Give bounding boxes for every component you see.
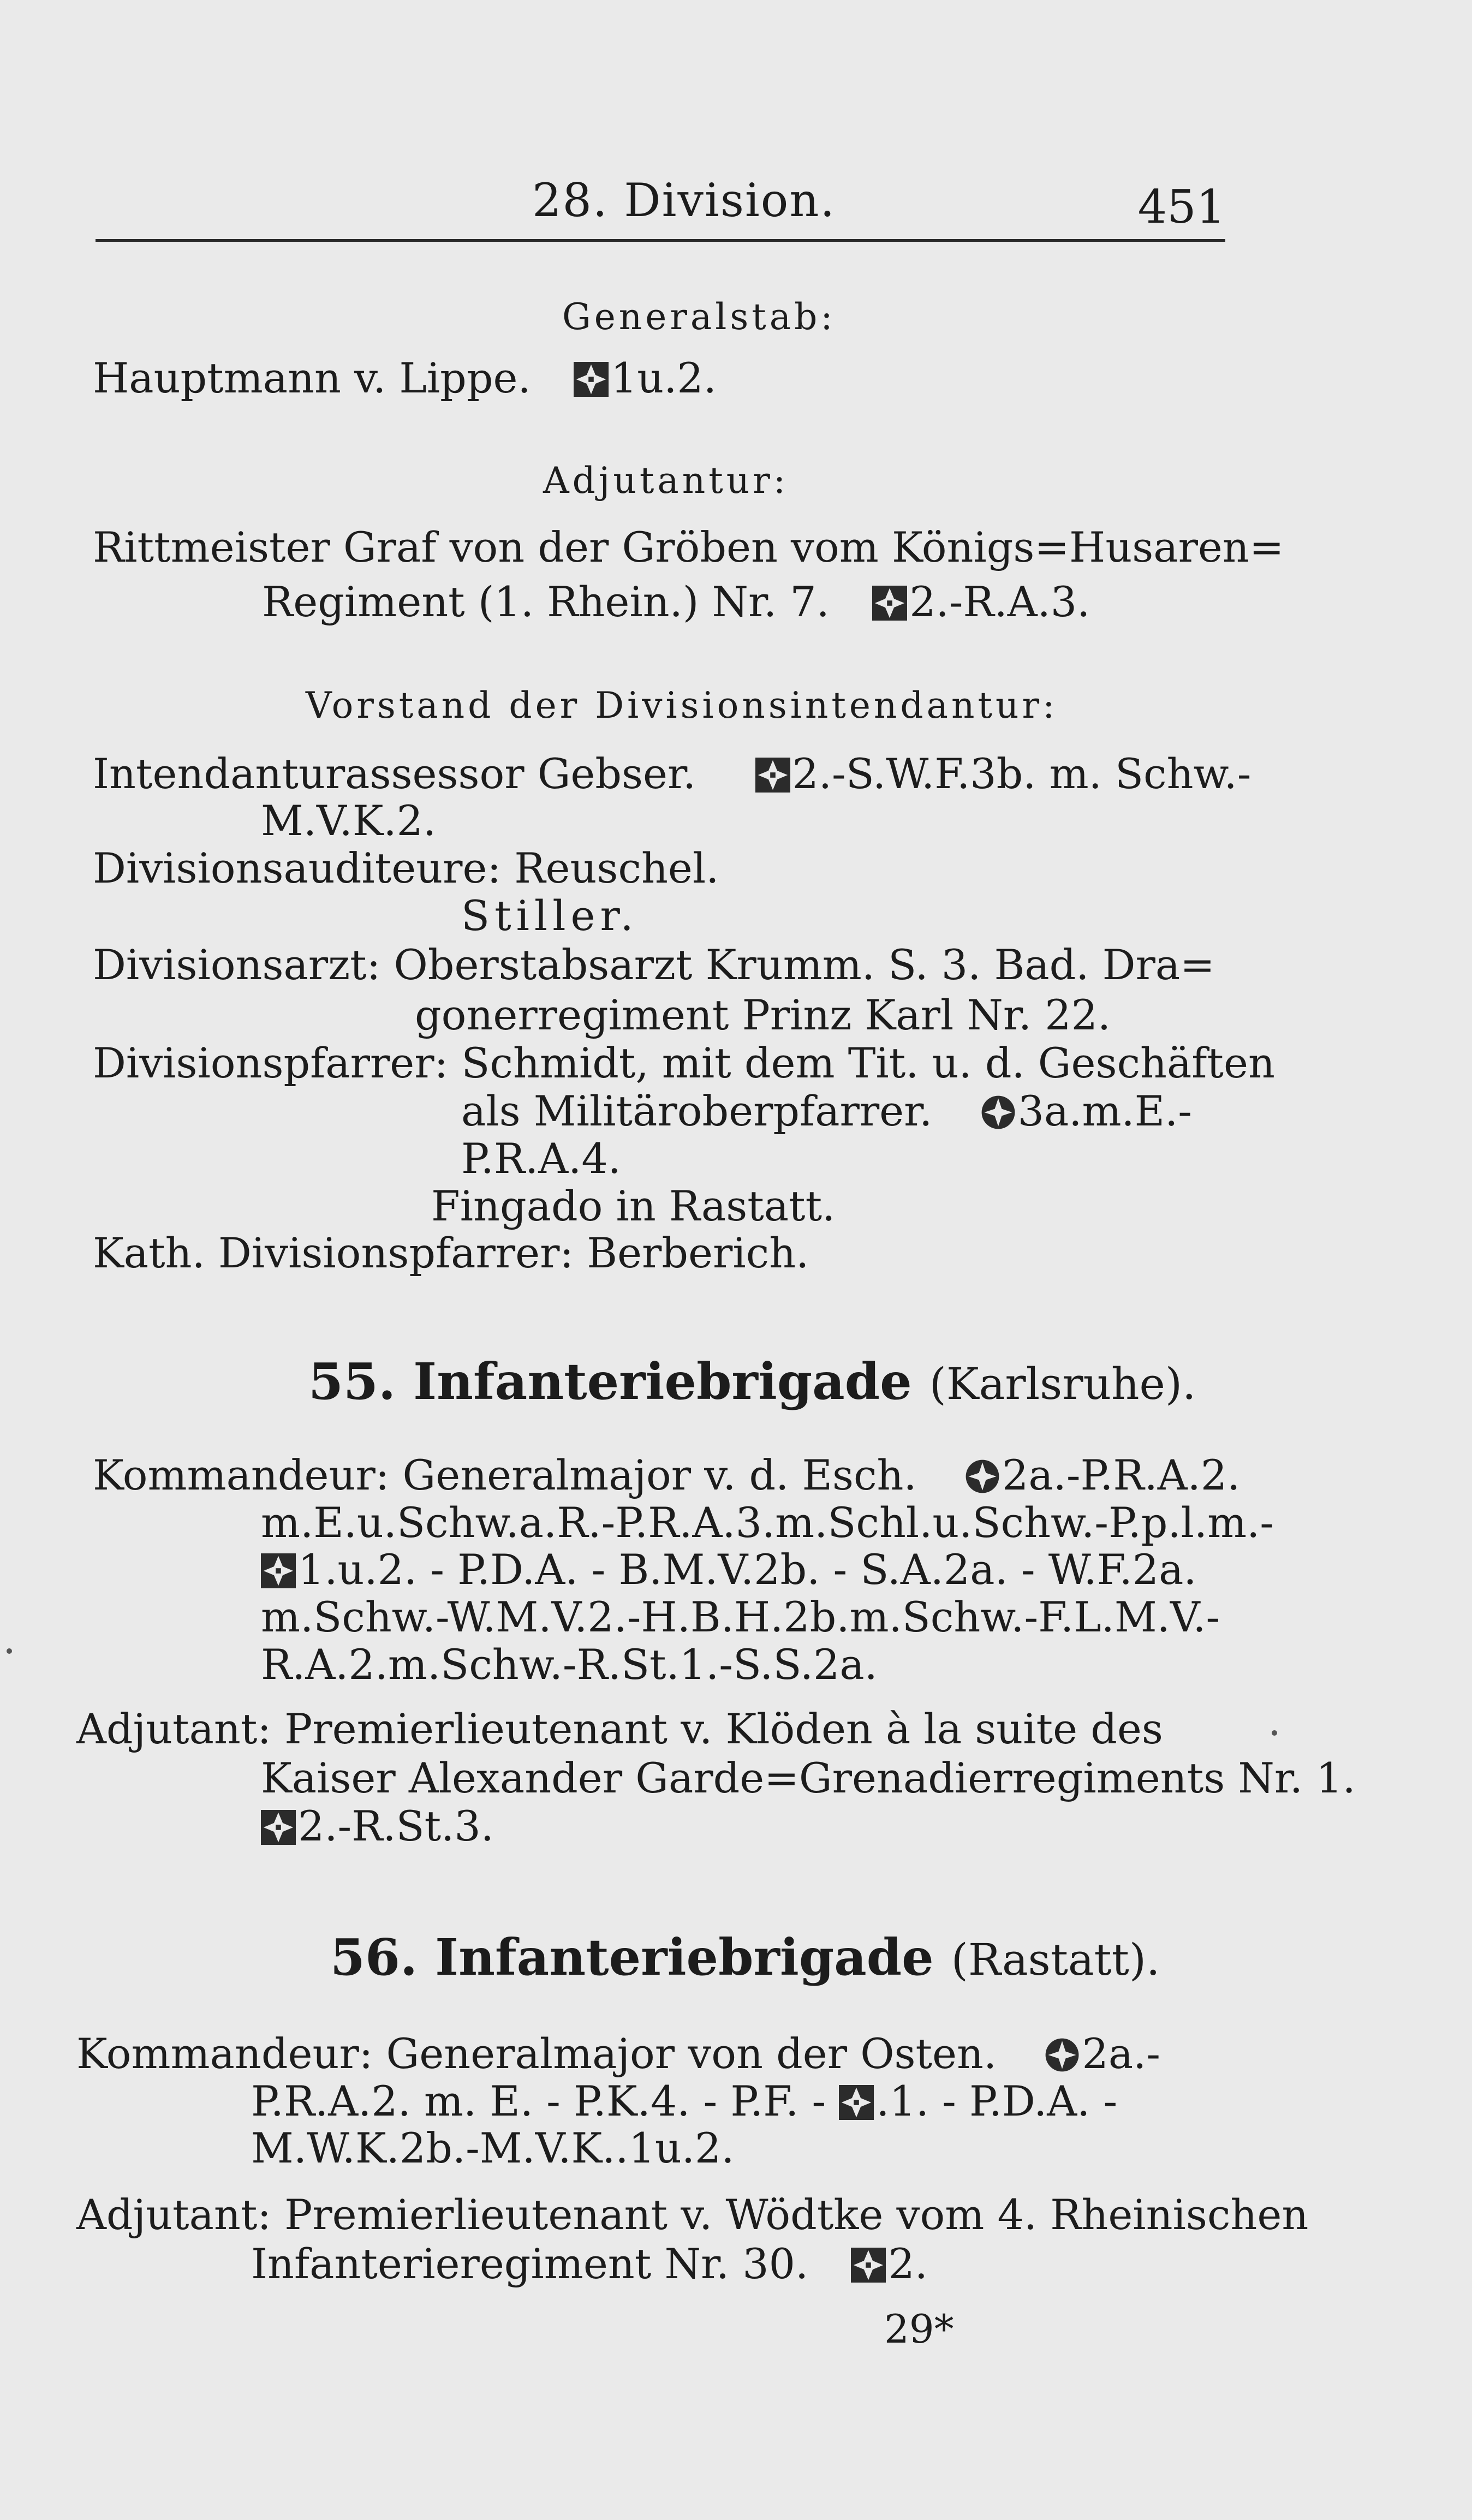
brigade-55-adjutant-line-3 — [261, 1802, 494, 1850]
brigade-55-kommandeur-line-3 — [261, 1545, 1197, 1594]
brigade-55-kommandeur-line-1 — [93, 1451, 1241, 1499]
iron-cross-icon — [574, 362, 609, 397]
kath-pfarrer-line: Kath. Divisionspfarrer: Berberich. — [93, 1229, 809, 1277]
iron-cross-icon — [839, 2085, 874, 2120]
brigade-56-kommandeur-line-1 — [76, 2029, 1160, 2078]
auditeure-line-1: Divisionsauditeure: Reuschel. — [93, 844, 719, 892]
brigade-55-kommandeur-line-4: m.Schw.-W.M.V.2.-H.B.H.2b.m.Schw.-F.L.M.V.- — [261, 1593, 1220, 1641]
divisionspfarrer-line-3: P.R.A.4. — [461, 1134, 621, 1183]
brigade-55-city: (Karlsruhe). — [929, 1359, 1196, 1409]
generalstab-line — [93, 354, 717, 402]
brigade-55-number: 55. — [308, 1352, 396, 1411]
divisionsarzt-line-1: Divisionsarzt: Oberstabsarzt Krumm. S. 3. Bad. Dra= — [93, 940, 1215, 989]
signature-mark: 29* — [884, 2306, 954, 2352]
brigade-56-kommandeur-orders-a: P.R.A.2. m. E. - P.K.4. - P.F. - — [251, 2077, 826, 2125]
intendantur-heading: Vorstand der Divisionsintendantur: — [306, 684, 1058, 726]
iron-cross-icon — [872, 586, 907, 621]
iron-cross-icon — [851, 2248, 886, 2283]
brigade-56-kommandeur: Kommandeur: Generalmajor von der Osten. — [76, 2029, 997, 2078]
page-number: 451 — [1137, 180, 1225, 234]
divisionspfarrer-line-2 — [461, 1087, 1192, 1135]
generalstab-decoration: 1u.2. — [610, 354, 717, 402]
adjutantur-heading: Adjutantur: — [543, 460, 789, 502]
brigade-56-kommandeur-line-3: M.W.K.2b.-M.V.K..1u.2. — [251, 2124, 735, 2172]
brigade-56-city: (Rastatt). — [951, 1934, 1160, 1985]
pfarrer-decoration: 3a.m.E.- — [1017, 1087, 1192, 1135]
brigade-56-adjutant-line-1: Adjutant: Premierlieutenant v. Wödtke vom 4. Rheinischen — [76, 2190, 1309, 2239]
brigade-55-kommandeur: Kommandeur: Generalmajor v. d. Esch. — [93, 1451, 917, 1499]
assessor-decoration: 2.-S.W.F.3b. m. Schw.- — [792, 749, 1252, 798]
header-rule — [96, 239, 1225, 242]
brigade-55-adjutant-line-1: Adjutant: Premierlieutenant v. Klöden à la suite des — [76, 1705, 1163, 1753]
running-title: 28. Division. — [532, 174, 836, 227]
brigade-56-heading — [330, 1928, 1160, 1987]
divisionspfarrer-line-1: Divisionspfarrer: Schmidt, mit dem Tit. u. d. Geschäften — [93, 1039, 1275, 1087]
order-cross-icon — [981, 1095, 1016, 1130]
assessor-name: Intendanturassessor Gebser. — [93, 749, 696, 798]
intendantur-assessor-line-1 — [93, 749, 1252, 798]
brigade-56-kommandeur-orders-b: .1. - P.D.A. - — [876, 2077, 1118, 2125]
iron-cross-icon — [755, 758, 790, 793]
brigade-56-adjutant-regiment: Infanterieregiment Nr. 30. — [251, 2239, 809, 2288]
pfarrer-title: als Militäroberpfarrer. — [461, 1087, 933, 1135]
brigade-56-kommandeur-line-2 — [251, 2077, 1118, 2125]
adjutantur-line-2 — [262, 577, 1090, 626]
brigade-55-adjutant-line-2: Kaiser Alexander Garde=Grenadierregiments Nr. 1. — [261, 1754, 1356, 1802]
adjutantur-line-1: Rittmeister Graf von der Gröben vom Königs=Husaren= — [93, 523, 1284, 571]
brigade-55-title: Infanteriebrigade — [413, 1352, 912, 1411]
brigade-55-kommandeur-orders: 1.u.2. - P.D.A. - B.M.V.2b. - S.A.2a. - W.F.2a. — [298, 1545, 1197, 1594]
divisionsarzt-line-2: gonerregiment Prinz Karl Nr. 22. — [415, 991, 1111, 1039]
order-cross-icon — [965, 1459, 1000, 1494]
brigade-55-adjutant-decoration: 2.-R.St.3. — [298, 1802, 494, 1850]
brigade-56-number: 56. — [330, 1928, 418, 1987]
iron-cross-icon — [261, 1810, 296, 1845]
generalstab-officer: Hauptmann v. Lippe. — [93, 354, 531, 402]
brigade-56-adjutant-decoration: 2. — [888, 2239, 928, 2288]
intendantur-assessor-line-2: M.V.K.2. — [261, 796, 437, 845]
brigade-55-kommandeur-decoration: 2a.-P.R.A.2. — [1002, 1451, 1241, 1499]
adjutantur-decoration: 2.-R.A.3. — [909, 577, 1090, 626]
order-cross-icon — [1045, 2038, 1080, 2072]
brigade-56-adjutant-line-2 — [251, 2239, 928, 2288]
generalstab-heading: Generalstab: — [562, 296, 836, 338]
brigade-55-heading — [308, 1352, 1196, 1411]
brigade-56-kommandeur-decoration: 2a.- — [1082, 2029, 1160, 2078]
auditeure-line-2: Stiller. — [461, 891, 639, 940]
iron-cross-icon — [261, 1553, 296, 1588]
divisionspfarrer-line-4: Fingado in Rastatt. — [431, 1182, 836, 1230]
margin-dot — [1272, 1730, 1277, 1736]
brigade-55-kommandeur-line-2: m.E.u.Schw.a.R.-P.R.A.3.m.Schl.u.Schw.-P.p.l.m.- — [261, 1498, 1274, 1547]
brigade-56-title: Infanteriebrigade — [435, 1928, 934, 1987]
adjutantur-regiment: Regiment (1. Rhein.) Nr. 7. — [262, 577, 830, 626]
margin-dot — [7, 1648, 12, 1654]
running-header — [96, 174, 1225, 239]
brigade-55-kommandeur-line-5: R.A.2.m.Schw.-R.St.1.-S.S.2a. — [261, 1640, 878, 1689]
